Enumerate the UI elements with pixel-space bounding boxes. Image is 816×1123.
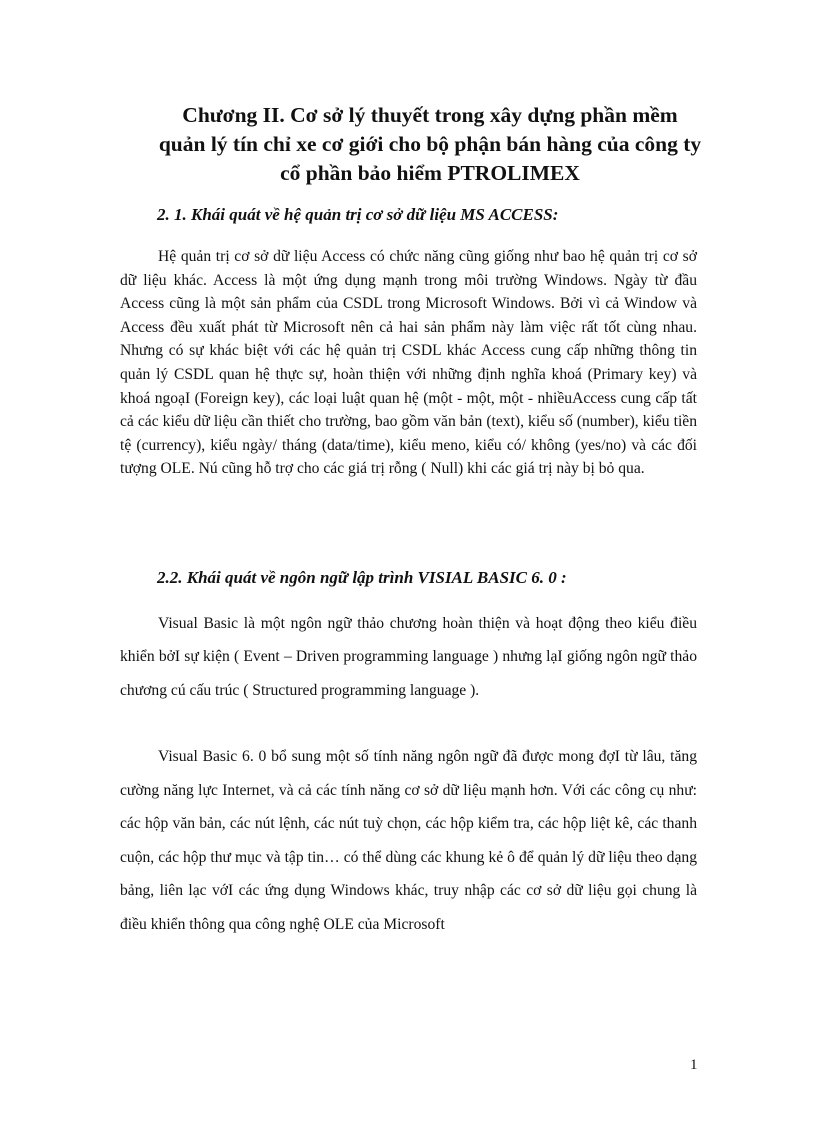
chapter-title-line-2: quản lý tín chỉ xe cơ giới cho bộ phận bán hàng của công ty [158, 132, 702, 156]
section-heading-visual-basic: 2.2. Khái quát về ngôn ngữ lập trình VISIAL BASIC 6. 0 : [157, 568, 567, 587]
chapter-title-line-1: Chương II. Cơ sở lý thuyết trong xây dựng phần mềm [182, 103, 678, 127]
page-number: 1 [690, 1057, 698, 1073]
paragraph-visual-basic-features: Visual Basic 6. 0 bổ sung một số tính năng ngôn ngữ đã được mong đợI từ lâu, tăng cường năng lực Internet, và cả các tính năng cơ sở dữ liệu mạnh hơn. Với các công cụ như: các hộp văn bản, các nút lệnh, các nút tuỳ chọn, các hộp kiểm tra, các hộp liệt kê, các thanh cuộn, các hộp thư mục và tập tin… có thể dùng các khung kẻ ô để quản lý dữ liệu theo dạng bảng, liên lạc vớI các ứng dụng Windows khác, truy nhập các cơ sở dữ liệu gọi chung là điều khiển thông qua công nghệ OLE của Microsoft [120, 748, 697, 933]
paragraph-visual-basic-intro: Visual Basic là một ngôn ngữ thảo chương hoàn thiện và hoạt động theo kiểu điều khiển bởI sự kiện ( Event – Driven programming language ) nhưng lạI giống ngôn ngữ thảo chương cú cấu trúc ( Structured programming language ). [120, 615, 697, 699]
chapter-title-line-3: cổ phần bảo hiểm PTROLIMEX [280, 161, 580, 185]
section-heading-access: 2. 1. Khái quát về hệ quản trị cơ sở dữ liệu MS ACCESS: [157, 205, 559, 224]
chapter-title [150, 101, 710, 188]
paragraph-access-overview: Hệ quản trị cơ sở dữ liệu Access có chức năng cũng giống như bao hệ quản trị cơ sở dữ liệu khác. Access là một ứng dụng mạnh trong môi trường Windows. Ngày từ đầu Access cũng là một sản phẩm của CSDL trong Microsoft Windows. Bởi vì cả Window và Access đều xuất phát từ Microsoft nên cả hai sản phẩm này làm việc rất tốt cùng nhau. Nhưng có sự khác biệt với các hệ quản trị CSDL khác Access cung cấp những thông tin quản lý CSDL quan hệ thực sự, hoàn thiện với những định nghĩa khoá (Primary key) và khoá ngoạI (Foreign key), các loại luật quan hệ (một - một, một - nhiềuAccess cung cấp tất cả các kiểu dữ liệu cần thiết cho trường, bao gồm văn bản (text), kiểu số (number), kiểu tiền tệ (currency), kiểu ngày/ tháng (data/time), kiểu meno, kiểu có/ không (yes/no) và các đối tượng OLE. Nú cũng hỗ trợ cho các giá trị rỗng ( Null) khi các giá trị này bị bỏ qua. [120, 248, 697, 478]
